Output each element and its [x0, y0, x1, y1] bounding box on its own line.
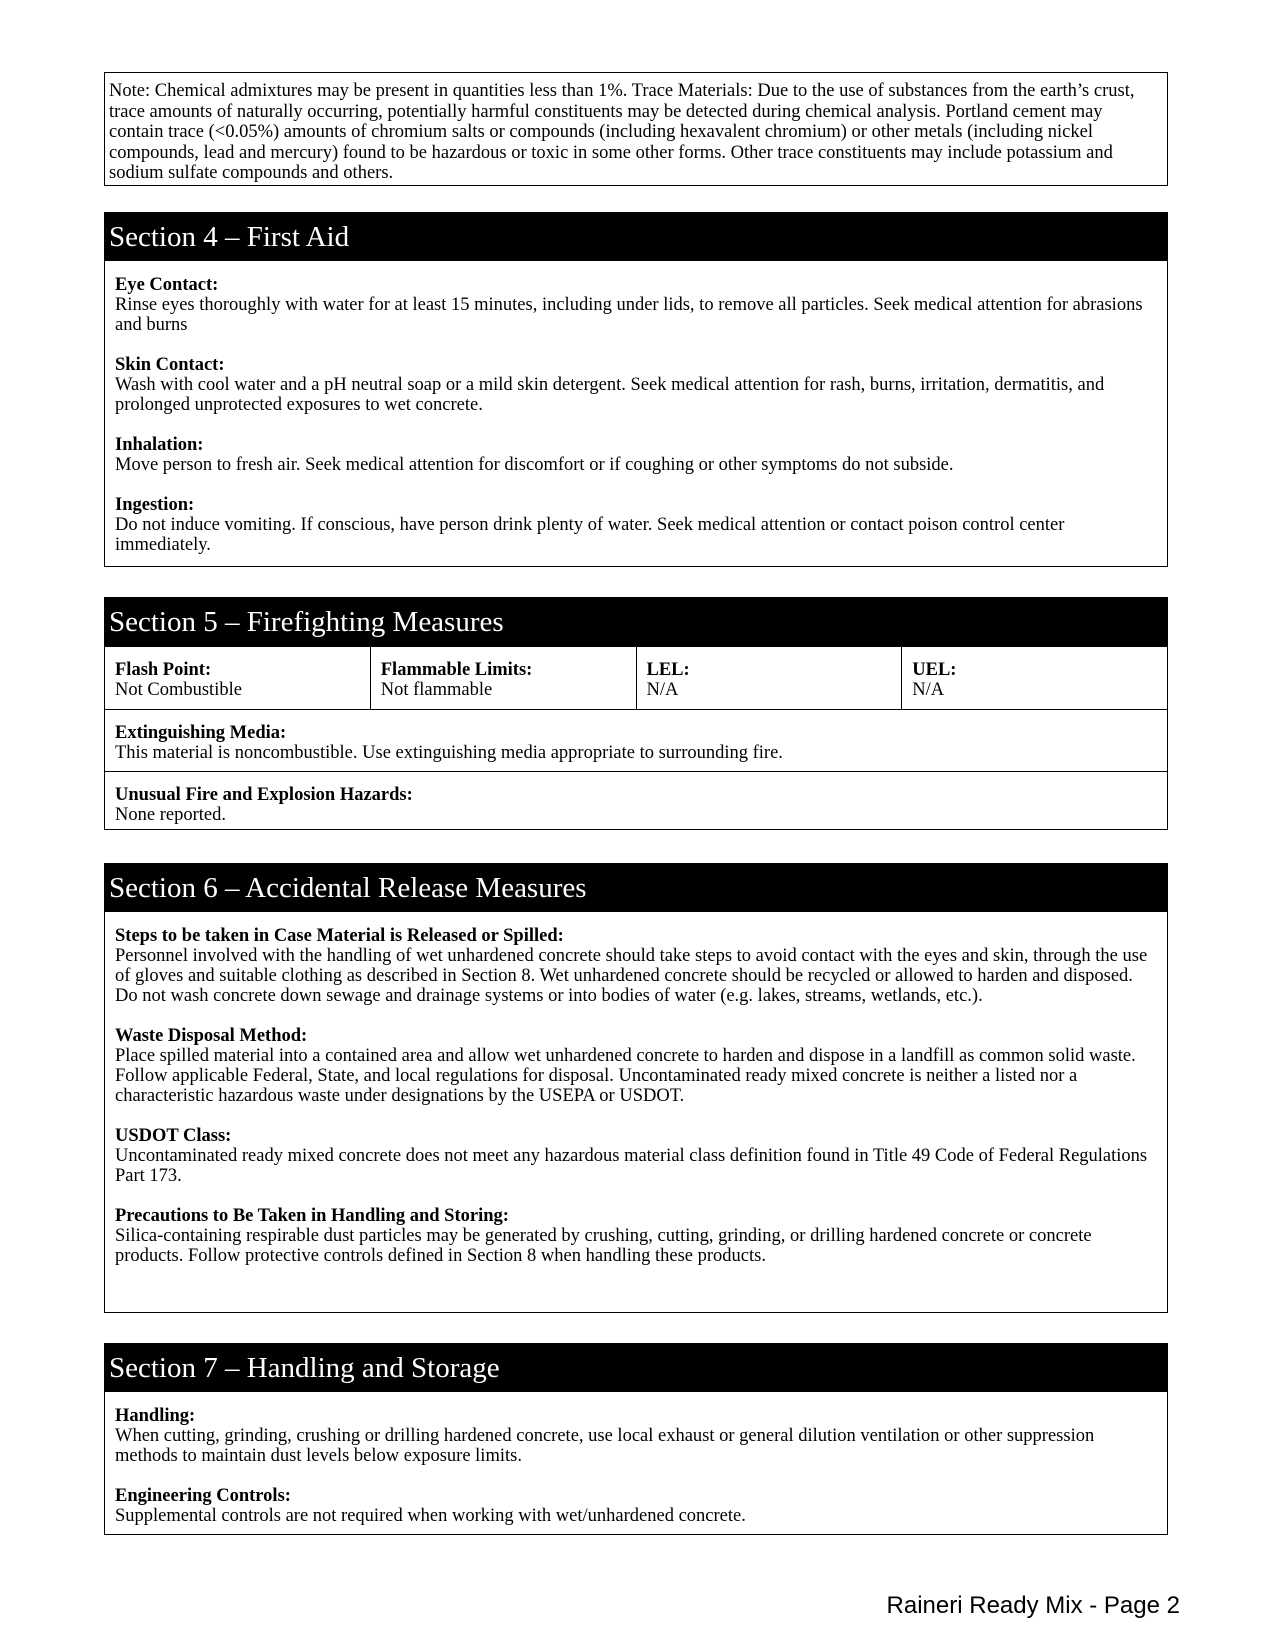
- section-4-body: [105, 275, 1167, 555]
- inhalation-block: [115, 435, 1157, 475]
- flammable-limits-label: Flammable Limits:: [380, 660, 533, 680]
- note-text: Note: Chemical admixtures may be present in quantities less than 1%. Trace Materials: Due to the use of substances from the earth’s crust, trace amounts of naturally occurring, potentially harmful constituents may be detected during chemical analysis. Portland cement may contain trace (<0.05%) amounts of chromium salts or compounds (including hexavalent chromium) or other metals (including nickel compounds, lead and mercury) found to be hazardous or toxic in some other forms. Other trace constituents may include potassium and sodium sulfate compounds and others.: [109, 81, 1135, 183]
- extinguishing-media-label: Extinguishing Media:: [115, 723, 287, 743]
- page-footer: Raineri Ready Mix - Page 2: [886, 1592, 1180, 1619]
- eye-contact-text: Rinse eyes thoroughly with water for at least 15 minutes, including under lids, to remove all particles. Seek medical attention for abrasions and burns: [115, 295, 1143, 335]
- section-5-firefighting: [104, 597, 1168, 830]
- usdot-class-text: Uncontaminated ready mixed concrete does not meet any hazardous material class definition found in Title 49 Code of Federal Regulations Part 173.: [115, 1146, 1148, 1186]
- waste-disposal-label: Waste Disposal Method:: [115, 1026, 308, 1046]
- flash-point-value: Not Combustible: [115, 680, 242, 700]
- precautions-block: [115, 1206, 1157, 1266]
- section-5-title: Section 5 – Firefighting Measures: [105, 598, 1167, 646]
- usdot-class-block: [115, 1126, 1157, 1186]
- uel-cell: [901, 647, 1167, 709]
- uel-label: UEL:: [912, 660, 957, 680]
- flash-point-label: Flash Point:: [115, 660, 212, 680]
- section-6-accidental-release: [104, 863, 1168, 1313]
- waste-disposal-text: Place spilled material into a contained area and allow wet unhardened concrete to harden and dispose in a landfill as common solid waste. Follow applicable Federal, State, and local regulations for disposal. Uncontaminated ready mixed concrete is neither a listed nor a characteristic hazardous waste under designations by the USEPA or USDOT.: [115, 1046, 1136, 1106]
- inhalation-text: Move person to fresh air. Seek medical attention for discomfort or if coughing or other symptoms do not subside.: [115, 455, 954, 475]
- section-6-body: [105, 926, 1167, 1266]
- section-4-title: Section 4 – First Aid: [105, 213, 1167, 261]
- lel-value: N/A: [646, 680, 679, 700]
- ingestion-label: Ingestion:: [115, 495, 195, 515]
- flammable-limits-cell: [370, 647, 636, 709]
- precautions-label: Precautions to Be Taken in Handling and Storing:: [115, 1206, 509, 1226]
- flash-point-cell: [105, 647, 370, 709]
- firefighting-properties-grid: [105, 646, 1167, 709]
- handling-text: When cutting, grinding, crushing or drilling hardened concrete, use local exhaust or general dilution ventilation or other suppression methods to maintain dust levels below exposure limits.: [115, 1426, 1095, 1466]
- ingestion-text: Do not induce vomiting. If conscious, have person drink plenty of water. Seek medical attention or contact poison control center immediately.: [115, 515, 1065, 555]
- skin-contact-label: Skin Contact:: [115, 355, 225, 375]
- precautions-text: Silica-containing respirable dust particles may be generated by crushing, cutting, grinding, or drilling hardened concrete or concrete products. Follow protective controls defined in Section 8 when handling these products.: [115, 1226, 1092, 1266]
- spill-steps-block: [115, 926, 1157, 1006]
- usdot-class-label: USDOT Class:: [115, 1126, 232, 1146]
- note-box: [104, 72, 1168, 186]
- engineering-controls-label: Engineering Controls:: [115, 1486, 291, 1506]
- spill-steps-label: Steps to be taken in Case Material is Released or Spilled:: [115, 926, 564, 946]
- extinguishing-media-row: [105, 709, 1167, 771]
- inhalation-label: Inhalation:: [115, 435, 204, 455]
- engineering-controls-block: [115, 1486, 1157, 1526]
- eye-contact-label: Eye Contact:: [115, 275, 219, 295]
- engineering-controls-text: Supplemental controls are not required when working with wet/unhardened concrete.: [115, 1506, 746, 1526]
- fire-hazards-label: Unusual Fire and Explosion Hazards:: [115, 785, 413, 805]
- section-7-body: [105, 1406, 1167, 1526]
- skin-contact-text: Wash with cool water and a pH neutral soap or a mild skin detergent. Seek medical attention for rash, burns, irritation, dermatitis, and prolonged unprotected exposures to wet concrete.: [115, 375, 1105, 415]
- section-6-title: Section 6 – Accidental Release Measures: [105, 864, 1167, 912]
- section-7-handling-storage: [104, 1343, 1168, 1535]
- lel-cell: [636, 647, 902, 709]
- section-4-first-aid: [104, 212, 1168, 567]
- uel-value: N/A: [912, 680, 945, 700]
- fire-hazards-row: [105, 771, 1167, 832]
- handling-label: Handling:: [115, 1406, 196, 1426]
- fire-hazards-text: None reported.: [115, 805, 226, 825]
- handling-block: [115, 1406, 1157, 1466]
- ingestion-block: [115, 495, 1157, 555]
- section-7-title: Section 7 – Handling and Storage: [105, 1344, 1167, 1392]
- eye-contact-block: [115, 275, 1157, 335]
- skin-contact-block: [115, 355, 1157, 415]
- spill-steps-text: Personnel involved with the handling of wet unhardened concrete should take steps to avoid contact with the eyes and skin, through the use of gloves and suitable clothing as described in Section 8. Wet unhardened concrete should be recycled or allowed to harden and disposed. Do not wash concrete down sewage and drainage systems or into bodies of water (e.g. lakes, streams, wetlands, etc.).: [115, 946, 1148, 1006]
- extinguishing-media-text: This material is noncombustible. Use extinguishing media appropriate to surrounding fire.: [115, 743, 783, 763]
- waste-disposal-block: [115, 1026, 1157, 1106]
- flammable-limits-value: Not flammable: [380, 680, 493, 700]
- lel-label: LEL:: [646, 660, 690, 680]
